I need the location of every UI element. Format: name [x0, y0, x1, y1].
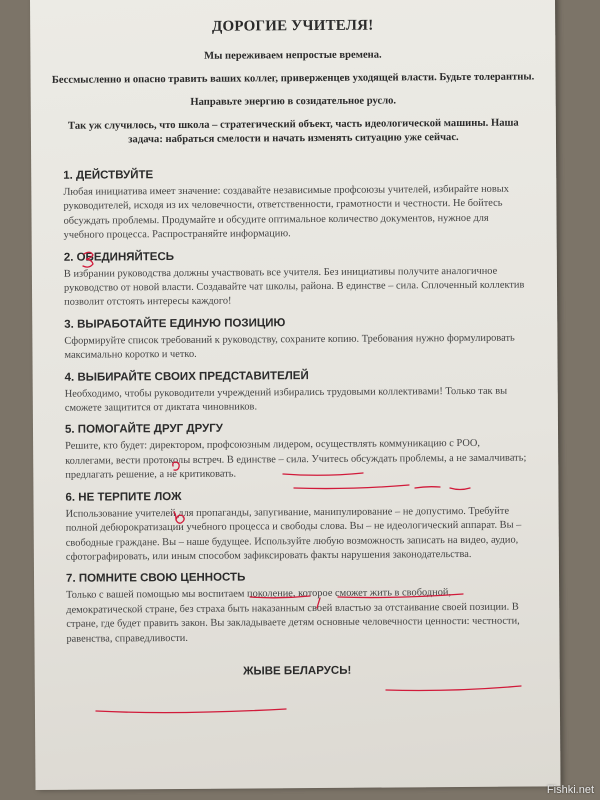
section-body: Необходимо, чтобы руководители учреждений избирались трудовыми коллективами! Только так вы сможете защитится от диктата чиновников. [64, 385, 508, 414]
section-heading: 6. НЕ ТЕРПИТЕ ЛОЖ [65, 490, 182, 504]
section-position [64, 315, 527, 363]
document-title: ДОРОГИЕ УЧИТЕЛЯ! [211, 17, 374, 35]
section-heading: 4. ВЫБИРАЙТЕ СВОИХ ПРЕДСТАВИТЕЛЕЙ [64, 369, 309, 384]
intro-block [30, 47, 556, 148]
section-unite [64, 248, 527, 310]
section-representatives [65, 368, 528, 416]
section-heading: 2. ОБЕДИНЯЙТЕСЬ [63, 250, 175, 264]
section-act [63, 167, 527, 244]
section-no-lies [65, 488, 529, 565]
intro-line: Бессмысленно и опасно травить ваших коллег, приверженцев уходящей власти. Будьте толерантны. [51, 71, 535, 86]
section-heading: 7. ПОМНИТЕ СВОЮ ЦЕННОСТЬ [66, 571, 246, 586]
section-heading: 3. ВЫРАБОТАЙТЕ ЕДИНУЮ ПОЗИЦИЮ [64, 317, 286, 331]
intro-line: Так уж случилось, что школа – стратегический объект, часть идеологической машины. Наша задача: набраться смелости и начать изменять ситуацию уже сейчас. [67, 117, 519, 146]
section-help [65, 421, 528, 483]
intro-line: Мы переживаем непростые времена. [204, 49, 382, 62]
section-body: Только с вашей помощью мы воспитаем поколение, которое сможет жить в свободной, демократической стране, без страха быть наказанным своей властью за отстаивание своей позиции. В стране, где будет править закон. Вы закладываете детям основные человечности ценности: честности, равенства, справедливости. [66, 587, 520, 645]
section-body: В избрании руководства должны участвовать все учителя. Без инициативы получите аналогичное руководство от новой власти. Создавайте чат школы, района. В единстве – сила. Сплоченный коллектив позволит отстоять интересы каждого! [63, 265, 525, 309]
section-value [66, 570, 530, 647]
sections-list [63, 167, 529, 647]
footer-slogan: ЖЫВЕ БЕЛАРУСЬ! [243, 664, 352, 678]
document-sheet [30, 0, 561, 790]
section-heading: 5. ПОМОГАЙТЕ ДРУГ ДРУГУ [64, 423, 223, 437]
section-body: Сформируйте список требований к руководству, сохраните копию. Требования нужно формулировать максимально коротко и четко. [64, 332, 515, 362]
intro-line: Направьте энергию в созидательное русло. [190, 95, 397, 108]
section-heading: 1. ДЕЙСТВУЙТЕ [63, 169, 154, 182]
section-body: Любая инициатива имеет значение: создавайте независимые профсоюзы учителей, избирайте новых руководителей, исходя из их человечности, ответственности, грамотности и честности. Не бойтесь обсуждать проблемы. Продумайте и обсудите оптимальное количество документов, нужное для учебного процесса. Распространяйте информацию. [63, 183, 509, 241]
section-body: Использование учителей для пропаганды, запугивание, манипулирование – не допустимо. Требуйте полной дебюрократизации учебного процесса и свободы слова. Вы – не идеологический аппарат. Вы – свободные граждане. Вы – наше будущее. Используйте любую возможность записать на видео, аудио, сфотографировать, или иным способом зафиксировать факты нарушения законодательства. [65, 505, 522, 563]
section-body: Решите, кто будет: директором, профсоюзным лидером, осуществлять коммуникацию с РОО, коллегами, вести протоколы встреч. В единстве – сила. Учитесь обсуждать проблемы, а не замалчивать; предлагать решение, а не критиковать. [65, 438, 527, 482]
watermark-logo: Fishki.net [546, 784, 594, 796]
